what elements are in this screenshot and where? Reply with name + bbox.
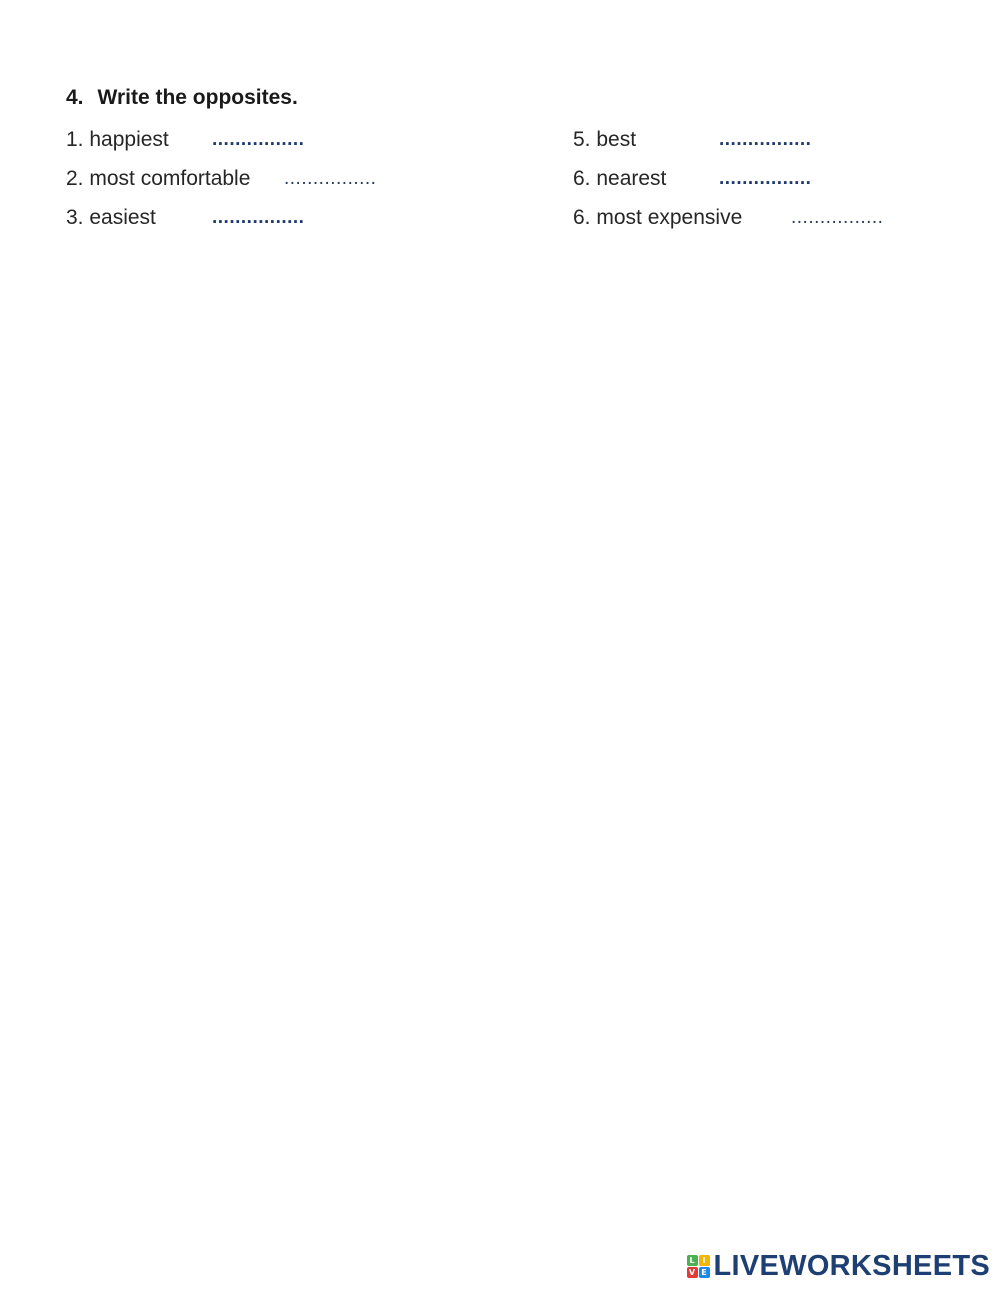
list-item — [66, 204, 305, 232]
logo-text: LIVEWORKSHEETS — [713, 1249, 990, 1282]
logo-tile-l: L — [687, 1255, 698, 1266]
item-label: 1. happiest — [66, 128, 169, 151]
logo-tile-i: I — [699, 1255, 710, 1266]
item-label: 3. easiest — [66, 206, 156, 229]
exercise-number: 4. — [66, 86, 84, 109]
item-label: 6. most expensive — [573, 206, 743, 229]
exercise-heading — [66, 86, 298, 110]
exercise-title: Write the opposites. — [97, 86, 298, 109]
list-item — [573, 126, 812, 154]
logo-tile-e: E — [699, 1267, 710, 1278]
answer-field[interactable]: ................ — [719, 168, 812, 189]
liveworksheets-logo — [687, 1251, 991, 1281]
list-item — [573, 165, 812, 193]
logo-icon — [687, 1255, 710, 1278]
item-label: 6. nearest — [573, 167, 667, 190]
answer-field[interactable]: ................ — [791, 207, 884, 228]
answer-field[interactable]: ................ — [719, 129, 812, 150]
list-item — [573, 204, 884, 232]
list-item — [66, 165, 377, 193]
item-label: 5. best — [573, 128, 637, 151]
answer-field[interactable]: ................ — [212, 129, 305, 150]
list-item — [66, 126, 305, 154]
answer-field[interactable]: ................ — [284, 168, 377, 189]
logo-tile-v: V — [687, 1267, 698, 1278]
answer-field[interactable]: ................ — [212, 207, 305, 228]
item-label: 2. most comfortable — [66, 167, 251, 190]
